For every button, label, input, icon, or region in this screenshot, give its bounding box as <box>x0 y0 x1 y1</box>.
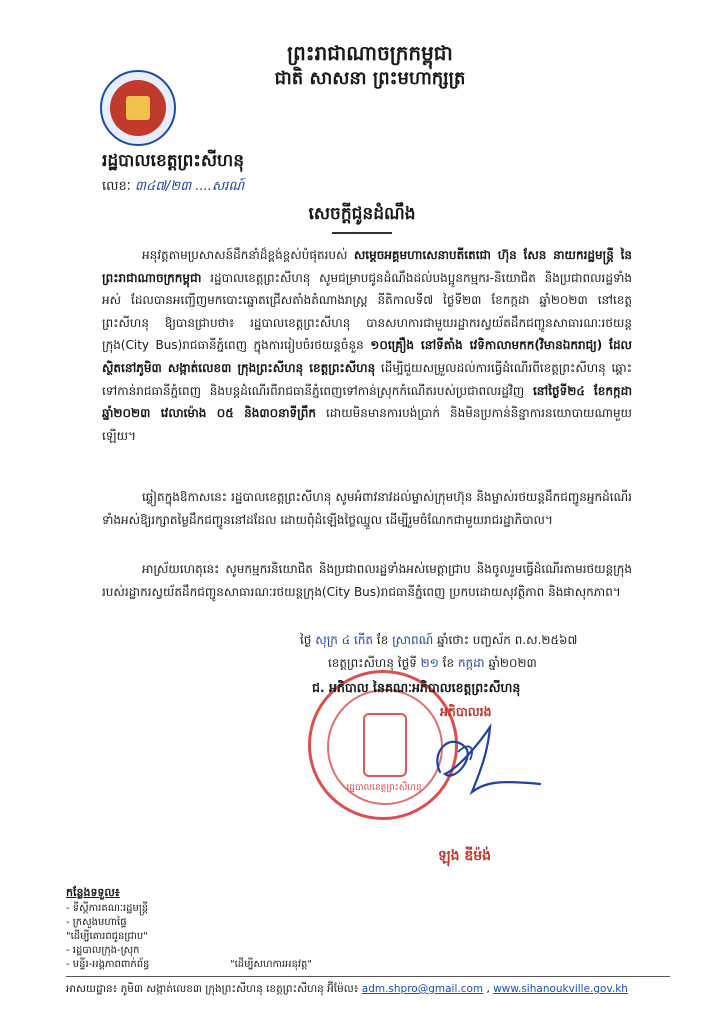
signatory-title: ជ. អភិបាល នៃគណៈអភិបាលខេត្តព្រះសីហនុ <box>312 680 521 695</box>
paragraph-1 <box>102 244 632 447</box>
issuing-authority: រដ្ឋបាលខេត្តព្រះសីហនុ <box>102 151 245 171</box>
title-divider <box>332 232 392 234</box>
paragraph-3: អាស្រ័យហេតុនេះ សូមកម្មករនិយោជិត និងប្រជាពលរដ្ឋទាំងអស់មេត្តាជ្រាប និងចូលរួមធ្វើដំណើរតាមរថយន្តក្រុងរបស់រដ្ឋាករស្វយ័តដឹកជញ្ជូនសាធារណៈរថយន្តក្រុង(City Bus)រាជធានីភ្នំពេញ ប្រកបដោយសុវត្ថិភាព និងផាសុកភាព។ <box>102 562 632 599</box>
lunar-month-value: ស្រាពណ៍ <box>392 633 434 647</box>
reference-number <box>102 178 244 197</box>
p1-tail: ដោយមិនមានការបង់ប្រាក់ និងមិនប្រកាន់និន្នាការនយោបាយណាមួយឡើយ។ <box>102 406 632 443</box>
paragraph-2: ឆ្លៀតក្នុងឱកាសនេះ រដ្ឋបាលខេត្តព្រះសីហនុ សូមអំពាវនាវដល់ម្ចាស់ក្រុមហ៊ុន និងម្ចាស់រថយន្តដឹកជញ្ជូនអ្នកដំណើរទាំងអស់ឱ្យរក្សាតម្លៃដឹកជញ្ជូននៅដដែល ដោយពុំដំឡើងថ្លៃឈ្នួល ដើម្បីរួមចំណែកជាមួយរាជរដ្ឋាភិបាល។ <box>102 490 632 527</box>
footer-address: អាសយដ្ឋាន៖ ភូមិ៣ សង្កាត់លេខ៣ ក្រុងព្រះសីហនុ ខេត្តព្រះសីហនុ អ៊ីម៉ែល៖ <box>66 983 359 995</box>
footer-contact <box>66 983 628 998</box>
recipient-item: - ទីស្តីការគណៈរដ្ឋមន្រ្តី <box>66 903 149 914</box>
solar-place-label: ខេត្តព្រះសីហនុ ថ្ងៃទី <box>328 656 417 670</box>
recipient-note: "ដើម្បីសហការអនុវត្ត" <box>230 959 313 970</box>
solar-year: ឆ្នាំ២០២៣ <box>488 656 537 670</box>
lunar-day-value: សុក្រ ៤ កើត <box>315 633 374 647</box>
recipients-heading: កន្លែងទទួល៖ <box>66 886 120 899</box>
p1-bold-prime-minister: សម្តេចអគ្គមហាសេនាបតីតេជោ ហ៊ុន សែន នាយករដ្ឋមន្រ្តី នៃព្រះរាជាណាចក្រកម្ពុជា <box>102 248 632 285</box>
p1-lead: អនុវត្តតាមប្រសាសន៍ដឹកនាំដ៏ខ្ពង់ខ្ពស់បំផុតរបស់ <box>142 248 348 262</box>
recipient-item: - រដ្ឋបាលក្រុង-ស្រុក <box>66 945 140 956</box>
footer-divider <box>66 976 670 977</box>
p1-bold-date-time: នៅថ្ងៃទី២៤ ខែកក្កដា ឆ្នាំ២០២៣ វេលាម៉ោង ០៥ និង៣០នាទីព្រឹក <box>102 383 632 421</box>
lunar-date-line <box>300 632 640 650</box>
email-link[interactable]: adm.shpro@gmail.com <box>361 983 484 995</box>
signer-name: ឡុង ឌីម៉ង់ <box>438 848 492 864</box>
p1-bold-location: ១០គ្រឿង នៅទីតាំង វេទិកាលាមកក(វិមានឯករាជ្យ) ដែលស្ថិតនៅភូមិ៣ សង្កាត់លេខ៣ ក្រុងព្រះសីហនុ ខេត្តព្រះសីហនុ <box>102 338 632 375</box>
national-motto: ជាតិ សាសនា ព្រះមហាក្សត្រ <box>274 68 466 89</box>
document-title: សេចក្តីជូនដំណឹង <box>308 204 416 224</box>
solar-day-value: ២១ <box>420 656 439 670</box>
provincial-emblem-logo <box>100 70 176 146</box>
p1-text-2: ដើម្បីជួយសម្រួលដល់ការធ្វើដំណើរពីខេត្តព្រះសីហនុ ឆ្ពោះទៅកាន់រាជធានីភ្នំពេញ និងបន្តដំណើរពីរាជធានីភ្នំពេញទៅកាន់ស្រុកកំណើតរបស់ប្រជាពលរដ្ឋវិញ <box>102 360 632 398</box>
solar-month-value: កក្កដា <box>457 656 485 670</box>
recipient-note: "ដើម្បីគោរពជូនជ្រាប" <box>66 931 148 942</box>
recipient-item: - មន្ទីរ-អង្គភាពពាក់ព័ន្ធ <box>66 959 150 970</box>
website-link[interactable]: www.sihanoukville.gov.kh <box>493 983 628 995</box>
reference-label: លេខៈ <box>102 179 131 194</box>
seal-text: រដ្ឋបាលខេត្តព្រះសីហនុ <box>346 783 422 793</box>
lunar-year: ឆ្នាំថោះ បញ្ចស័ក ព.ស.២៥៦៧ <box>437 633 578 647</box>
recipient-item: - ក្រសួងមហាផ្ទៃ <box>66 917 127 928</box>
lunar-day-label: ថ្ងៃ <box>300 633 312 647</box>
signatory-role: អភិបាលរង <box>440 704 492 719</box>
lunar-month-label: ខែ <box>376 633 389 647</box>
reference-value: ៣៤៧/២៣ ....សរណ៍ <box>134 179 245 194</box>
solar-month-label: ខែ <box>442 656 455 670</box>
p1-text-1: រដ្ឋបាលខេត្តព្រះសីហនុ សូមជម្រាបជូនដំណឹងដល់បងប្អូនកម្មករ-និយោជិត និងប្រជាពលរដ្ឋទាំងអស់ ដែលបានអញ្ជើញមកបោះឆ្នោតជ្រើសតាំងតំណាងរាស្រ្ត នីតិកាលទី៧ ថ្ងៃទី២៣ ខែកក្កដា ឆ្នាំ២០២៣ នៅខេត្តព្រះសីហនុ ឱ្យបានជ្រាបថា៖ រដ្ឋបាលខេត្តព្រះសីហនុ បានសហការជាមួយរដ្ឋាករស្វយ័តដឹកជញ្ជូនសាធារណៈរថយន្តក្រុង(City Bus)រាជធានីភ្នំពេញ ក្នុងការរៀបចំរថយន្តចំនួន <box>102 270 632 353</box>
handwritten-signature <box>410 712 550 802</box>
footer-separator: , <box>486 983 490 995</box>
kingdom-heading: ព្រះរាជាណាចក្រកម្ពុជា <box>287 41 453 65</box>
